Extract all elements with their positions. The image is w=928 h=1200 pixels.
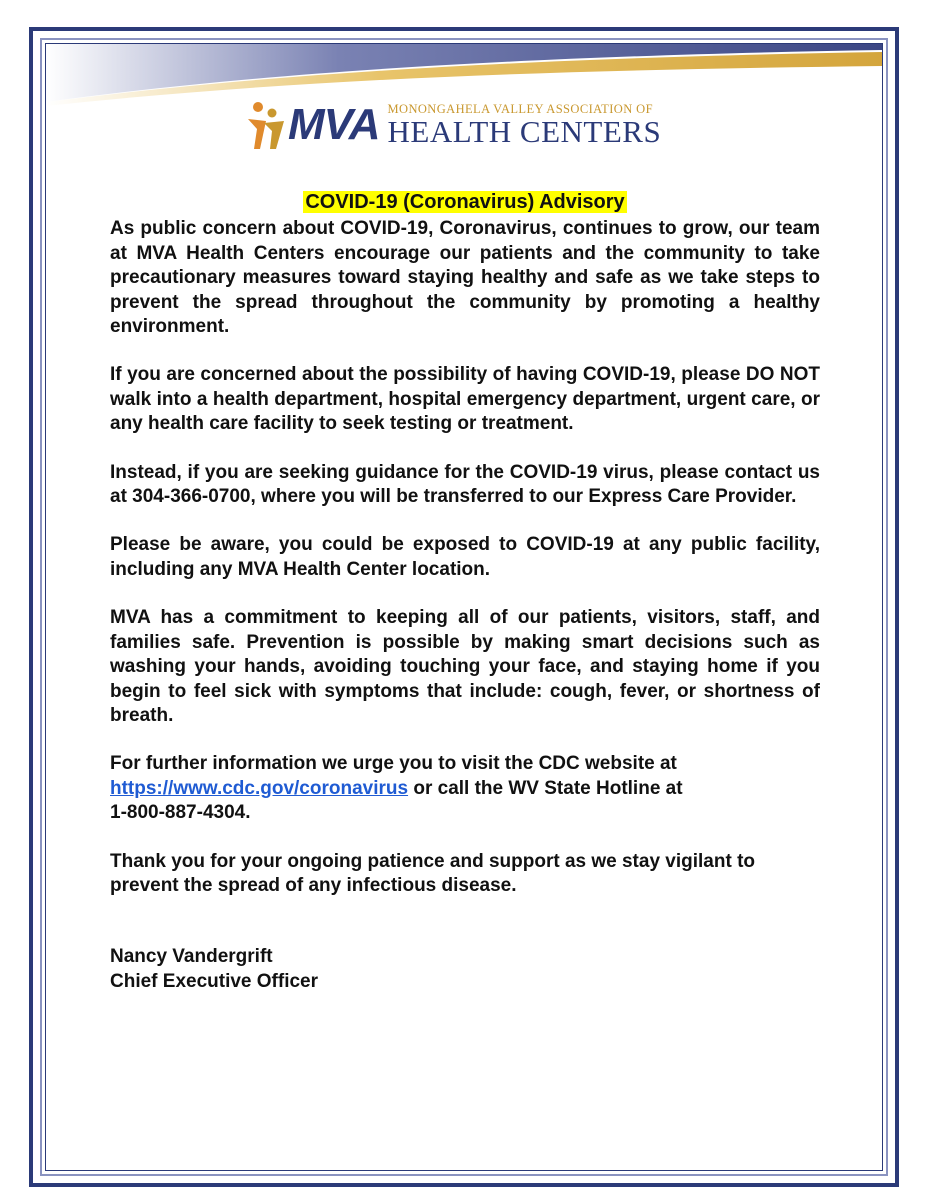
- signer-title: Chief Executive Officer: [110, 970, 319, 992]
- hotline-number: 1-800-887-4304.: [110, 802, 251, 824]
- hotline-text: or call the WV State Hotline at: [413, 777, 683, 799]
- paragraph-further-info: [110, 752, 820, 825]
- paragraph-public-concern: As public concern about COVID-19, Coronavirus, continues to grow, our team at MVA Health Centers encourage our patients and the community to take precautionary measures toward staying healthy and safe as we take steps to prevent the spread throughout the community by promoting a healthy environment.: [110, 218, 820, 338]
- signer-name: Nancy Vandergrift: [110, 946, 273, 968]
- advisory-title: COVID-19 (Coronavirus) Advisory: [305, 191, 625, 213]
- logo-subtitle: MONONGAHELA VALLEY ASSOCIATION OF: [387, 101, 653, 116]
- logo-title: HEALTH CENTERS: [387, 114, 662, 150]
- paragraph-do-not-walk-in: If you are concerned about the possibility of having COVID-19, please DO NOT walk into a health department, hospital emergency department, urgent care, or any health care facility to seek testing or treatment.: [110, 364, 820, 435]
- people-figures-icon: [246, 99, 286, 151]
- logo-mark: MVA: [288, 100, 380, 149]
- paragraph-be-aware: Please be aware, you could be exposed to COVID-19 at any public facility, including any MVA Health Center location.: [110, 534, 820, 580]
- signature-block: [110, 945, 820, 994]
- paragraph-commitment: MVA has a commitment to keeping all of our patients, visitors, staff, and families safe. Prevention is possible by making smart decisions such as washing your hands, avoiding touching your face, and staying home if you begin to feel sick with symptoms that include: cough, fever, or shortness of breath.: [110, 607, 820, 726]
- further-info-text: For further information we urge you to visit the CDC website at: [110, 753, 677, 775]
- cdc-link[interactable]: https://www.cdc.gov/coronavirus: [110, 777, 409, 799]
- mva-logo: [246, 98, 661, 152]
- advisory-body: [110, 190, 820, 994]
- paragraph-thank-you: Thank you for your ongoing patience and support as we stay vigilant to prevent the spread of any infectious disease.: [110, 850, 756, 896]
- paragraph-contact-us: Instead, if you are seeking guidance for the COVID-19 virus, please contact us at 304-366-0700, where you will be transferred to our Express Care Provider.: [110, 461, 820, 508]
